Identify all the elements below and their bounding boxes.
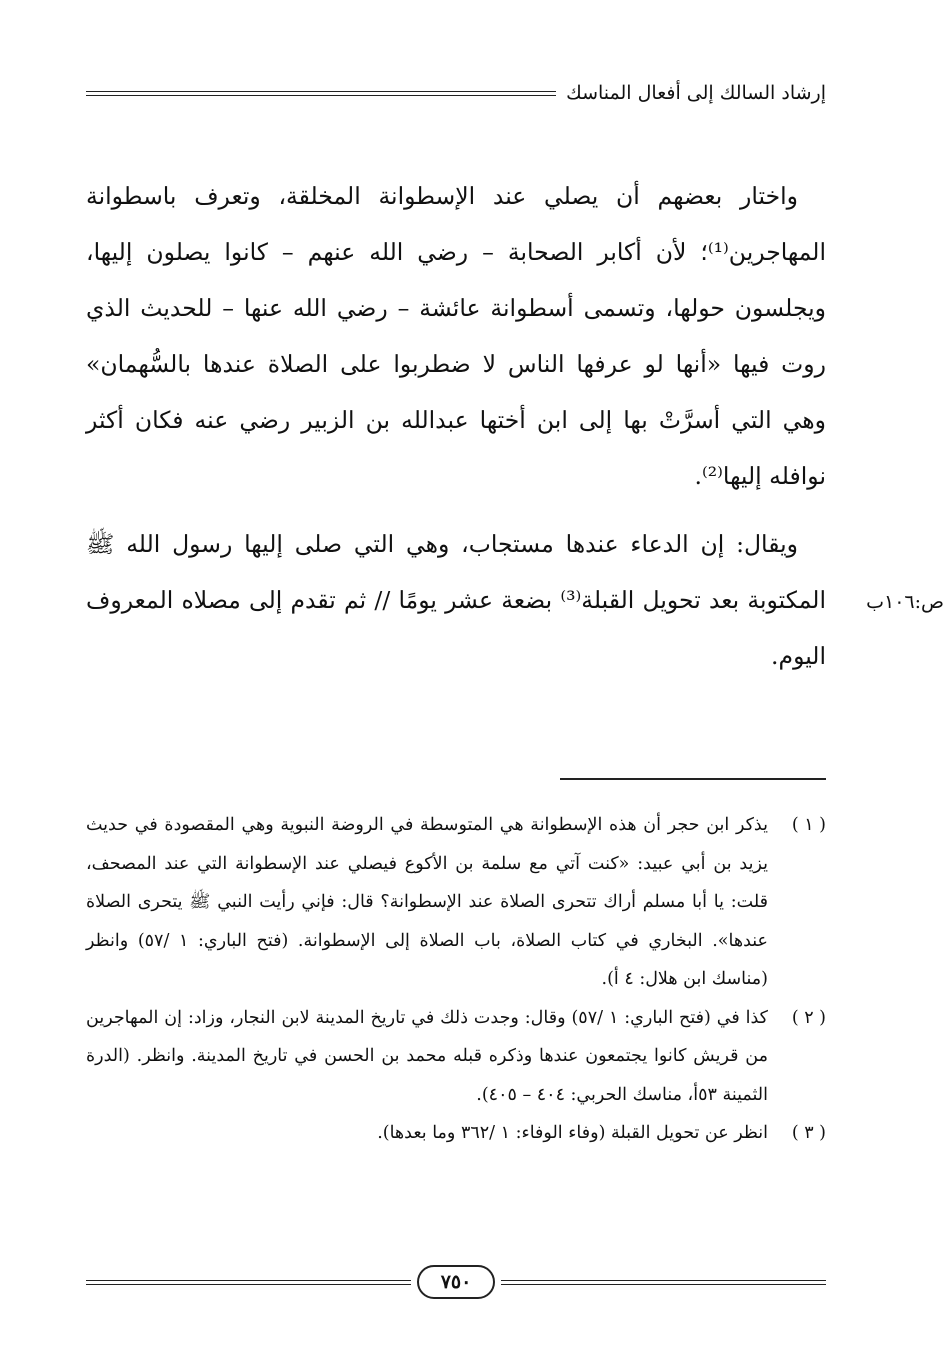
running-header-title: إرشاد السالك إلى أفعال المناسك [566, 82, 826, 104]
manuscript-page-marker: ص:١٠٦ب [866, 591, 944, 613]
header-rule [86, 91, 556, 96]
footnote-separator [560, 778, 826, 780]
page-footer [86, 1262, 826, 1302]
page-number: ٧٥٠ [417, 1265, 496, 1299]
footer-rule-left [86, 1280, 411, 1285]
footnotes [86, 806, 826, 1153]
running-header [86, 78, 826, 108]
main-text [86, 168, 826, 684]
footnote-text: انظر عن تحويل القبلة (وفاء الوفاء: ١ /٣٦٢ وما بعدها). [377, 1123, 768, 1143]
footnote-1 [86, 806, 826, 999]
footnote-text: كذا في (فتح الباري: ١ /٥٧) وقال: وجدت ذلك في تاريخ المدينة لابن النجار، وزاد: إن المهاجرين من قريش كانوا يجتمعون عندها وذكره قبله محمد بن الحسن في تاريخ المدينة. وانظر. (الدرة الثمينة ٥٣أ، مناسك الحربي: ٤٠٤ – ٤٠٥). [86, 1007, 768, 1105]
footnote-number: ( ٢ ) [791, 1007, 826, 1028]
paragraph-1: واختار بعضهم أن يصلي عند الإسطوانة المخلقة، وتعرف باسطوانة المهاجرين⁽¹⁾؛ لأن أكابر الصحابة – رضي الله عنهم – كانوا يصلون إليها، ويجلسون حولها، وتسمى أسطوانة عائشة – رضي الله عنها – للحديث الذي روت فيها «أنها لو عرفها الناس لا ضطربوا على الصلاة عندها بالسُّهمان» وهي التي أسرَّتْ بها إلى ابن أختها عبدالله بن الزبير رضي عنه فكان أكثر نوافله إليها⁽²⁾. [86, 182, 826, 490]
paragraph-2: ويقال: إن الدعاء عندها مستجاب، وهي التي صلى إليها رسول الله ﷺ المكتوبة بعد تحويل القبلة⁽³⁾ بضعة عشر يومًا // ثم تقدم إلى مصلاه المعروف اليوم. [86, 530, 826, 670]
footnote-number: ( ٣ ) [791, 1123, 826, 1143]
footnote-text: يذكر ابن حجر أن هذه الإسطوانة هي المتوسطة في الروضة النبوية وهي المقصودة في حديث يزيد بن أبي عبيد: «كنت آتي مع سلمة بن الأكوع فيصلي عند الإسطوانة التي عند المصحف، قلت: يا أبا مسلم أراك تتحرى الصلاة عند الإسطوانة؟ قال: فإني رأيت النبي ﷺ يتحرى الصلاة عندها». البخاري في كتاب الصلاة، باب الصلاة إلى الإسطوانة. (فتح الباري: ١ /٥٧) وانظر (مناسك ابن هلال: ٤ أ). [86, 815, 768, 989]
footnote-number: ( ١ ) [791, 815, 826, 835]
footnote-2 [86, 999, 826, 1115]
footer-rule-right [501, 1280, 826, 1285]
footnote-3 [86, 1114, 826, 1153]
